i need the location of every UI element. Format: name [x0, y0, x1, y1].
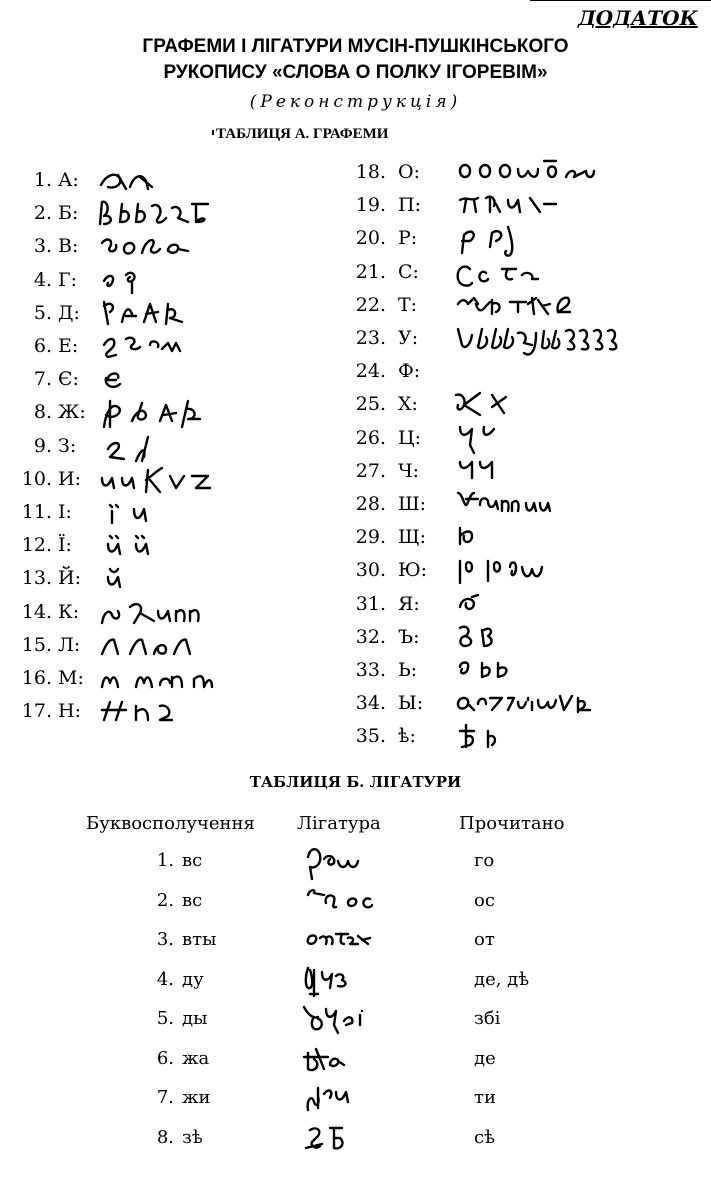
grapheme-number: 14.: [21, 600, 52, 623]
column-header-ligature: Лігатура: [297, 813, 381, 834]
grapheme-number: 26.: [355, 426, 386, 449]
grapheme-letter: А:: [58, 169, 79, 191]
handwritten-grapheme-variants: [96, 198, 316, 228]
grapheme-number: 18.: [355, 161, 386, 183]
grapheme-number: 16.: [21, 667, 52, 689]
handwritten-grapheme-variants: [96, 663, 316, 693]
grapheme-letter: П:: [398, 194, 421, 217]
grapheme-letter: ѣ:: [398, 725, 416, 748]
ligature-number: 2.: [156, 889, 174, 911]
grapheme-number: 8.: [33, 401, 52, 424]
grapheme-letter: У:: [398, 327, 419, 349]
reading: де: [474, 1047, 496, 1069]
grapheme-number: 28.: [355, 493, 386, 515]
grapheme-letter: Ю:: [398, 559, 428, 582]
grapheme-number: 22.: [355, 293, 386, 316]
handwritten-grapheme-variants: [452, 555, 672, 585]
top-rule: [530, 0, 711, 1]
grapheme-number: 10.: [21, 467, 52, 490]
reading: збі: [474, 1008, 501, 1029]
handwritten-grapheme-variants: [452, 257, 672, 287]
page-subtitle: (Реконструкція): [249, 92, 462, 112]
grapheme-letter: И:: [58, 467, 81, 490]
handwritten-grapheme-variants: [452, 190, 672, 220]
grapheme-number: 12.: [21, 534, 52, 557]
ligature-number: 7.: [156, 1087, 174, 1108]
grapheme-number: 4.: [33, 268, 52, 291]
ligature-row: [0, 883, 711, 919]
grapheme-number: 19.: [355, 194, 386, 217]
handwritten-grapheme-variants: [452, 389, 672, 419]
grapheme-letter: Д:: [58, 301, 80, 324]
grapheme-number: 34.: [355, 692, 386, 715]
handwritten-grapheme-variants: [96, 397, 316, 427]
ligature-drawing: [300, 962, 420, 998]
grapheme-letter: Щ:: [398, 526, 427, 549]
table-a-title: ТАБЛИЦЯ А. ГРАФЕМИ: [216, 126, 389, 142]
ligature-drawing: [300, 922, 420, 958]
grapheme-number: 33.: [355, 659, 386, 681]
handwritten-grapheme-variants: [96, 165, 316, 195]
handwritten-grapheme-variants: [96, 464, 316, 494]
appendix-label: ДОДАТОК: [578, 6, 698, 30]
grapheme-letter: Н:: [58, 700, 81, 723]
letter-combination: зѣ: [182, 1126, 203, 1148]
handwritten-grapheme-variants: [452, 622, 672, 652]
grapheme-letter: Ф:: [398, 360, 421, 383]
handwritten-grapheme-variants: [452, 489, 672, 519]
grapheme-letter: Р:: [398, 227, 418, 250]
grapheme-letter: Л:: [58, 633, 81, 656]
grapheme-number: 1.: [33, 169, 52, 191]
ligature-number: 6.: [156, 1047, 174, 1069]
grapheme-letter: Т:: [398, 293, 418, 316]
grapheme-number: 2.: [33, 202, 52, 225]
grapheme-number: 17.: [21, 700, 52, 723]
handwritten-grapheme-variants: [96, 597, 316, 627]
page-title-line-1: ГРАФЕМИ І ЛІГАТУРИ МУСІН-ПУШКІНСЬКОГО: [142, 36, 569, 57]
handwritten-grapheme-variants: [96, 298, 316, 328]
handwritten-grapheme-variants: [452, 655, 672, 685]
grapheme-letter: І:: [58, 501, 72, 523]
handwritten-grapheme-variants: [452, 423, 672, 453]
grapheme-number: 24.: [355, 360, 386, 383]
grapheme-letter: Є:: [58, 368, 79, 391]
ligature-drawing: [300, 883, 420, 919]
ligature-row: [0, 922, 711, 958]
letter-combination: вс: [182, 850, 203, 871]
grapheme-number: 30.: [355, 559, 386, 582]
grapheme-letter: Я:: [398, 592, 420, 615]
letter-combination: жа: [182, 1047, 210, 1069]
ligature-number: 8.: [156, 1126, 174, 1148]
letter-combination: вс: [182, 889, 203, 911]
grapheme-number: 23.: [355, 327, 386, 349]
grapheme-number: 31.: [355, 592, 386, 615]
reading: го: [474, 850, 495, 871]
handwritten-grapheme-variants: [452, 223, 672, 253]
grapheme-letter: В:: [58, 235, 79, 258]
handwritten-grapheme-variants: [452, 157, 672, 187]
grapheme-letter: К:: [58, 600, 80, 623]
ligature-drawing: [300, 1080, 420, 1116]
handwritten-grapheme-variants: [452, 688, 672, 718]
letter-combination: жи: [182, 1087, 211, 1108]
grapheme-letter: Б:: [58, 202, 79, 225]
grapheme-letter: Ж:: [58, 401, 86, 424]
grapheme-letter: Ш:: [398, 493, 427, 515]
grapheme-number: 29.: [355, 526, 386, 549]
ligature-row: [0, 843, 711, 879]
handwritten-grapheme-variants: [96, 497, 316, 527]
ligature-number: 4.: [156, 968, 174, 990]
handwritten-grapheme-variants: [96, 696, 316, 726]
ligature-row: [0, 1120, 711, 1156]
grapheme-letter: Ц:: [398, 426, 421, 449]
handwritten-grapheme-variants: [452, 589, 672, 619]
handwritten-grapheme-variants: [96, 364, 316, 394]
grapheme-letter: З:: [58, 434, 77, 457]
reading: ос: [474, 889, 495, 911]
column-header-reading: Прочитано: [459, 813, 565, 834]
handwritten-grapheme-variants: [452, 323, 672, 353]
grapheme-letter: Е:: [58, 335, 79, 357]
column-header-combination: Буквосполучення: [86, 813, 255, 834]
stray-mark: [212, 130, 214, 135]
grapheme-letter: Ї:: [58, 534, 72, 557]
ligature-row: [0, 1041, 711, 1077]
ligature-row: [0, 962, 711, 998]
grapheme-number: 27.: [355, 459, 386, 482]
grapheme-letter: Ь:: [398, 659, 418, 681]
grapheme-number: 5.: [33, 301, 52, 324]
ligature-drawing: [300, 1120, 420, 1156]
handwritten-grapheme-variants: [452, 721, 672, 751]
ligature-drawing: [300, 1001, 420, 1037]
ligature-number: 1.: [156, 850, 174, 871]
grapheme-letter: Г:: [58, 268, 77, 291]
grapheme-letter: Ы:: [398, 692, 424, 715]
ligature-number: 5.: [156, 1008, 174, 1029]
grapheme-number: 32.: [355, 625, 386, 648]
grapheme-letter: Ъ:: [398, 625, 420, 648]
handwritten-grapheme-variants: [96, 265, 316, 295]
ligature-row: [0, 1080, 711, 1116]
ligature-number: 3.: [156, 929, 174, 950]
handwritten-grapheme-variants: [96, 231, 316, 261]
letter-combination: ды: [182, 1008, 208, 1029]
letter-combination: ду: [182, 968, 204, 990]
grapheme-letter: М:: [58, 667, 84, 689]
grapheme-letter: Х:: [398, 393, 418, 416]
grapheme-number: 11.: [21, 501, 52, 523]
grapheme-number: 35.: [355, 725, 386, 748]
ligature-drawing: [300, 1041, 420, 1077]
grapheme-number: 15.: [21, 633, 52, 656]
grapheme-number: 6.: [33, 335, 52, 357]
reading: де, дѣ: [474, 968, 530, 990]
handwritten-grapheme-variants: [96, 431, 316, 461]
handwritten-grapheme-variants: [96, 331, 316, 361]
grapheme-letter: Й:: [58, 567, 81, 590]
reading: ти: [474, 1087, 496, 1108]
grapheme-number: 13.: [21, 567, 52, 590]
grapheme-letter: Ч:: [398, 459, 420, 482]
grapheme-letter: О:: [398, 161, 420, 183]
letter-combination: вты: [182, 929, 217, 950]
handwritten-grapheme-variants: [452, 290, 672, 320]
ligature-drawing: [300, 843, 420, 879]
reading: от: [474, 929, 495, 950]
grapheme-number: 9.: [33, 434, 52, 457]
handwritten-grapheme-variants: [96, 630, 316, 660]
grapheme-number: 3.: [33, 235, 52, 258]
grapheme-letter: С:: [398, 260, 419, 283]
handwritten-grapheme-variants: [96, 563, 316, 593]
table-b-title: ТАБЛИЦЯ Б. ЛІГАТУРИ: [249, 773, 462, 791]
grapheme-number: 7.: [33, 368, 52, 391]
reading: сѣ: [474, 1126, 495, 1148]
handwritten-grapheme-variants: [452, 456, 672, 486]
handwritten-grapheme-variants: [452, 522, 672, 552]
grapheme-number: 21.: [355, 260, 386, 283]
page-title-line-2: РУКОПИСУ «СЛОВА О ПОЛКУ ІГОРЕВІМ»: [163, 62, 548, 83]
grapheme-number: 25.: [355, 393, 386, 416]
handwritten-grapheme-variants: [96, 530, 316, 560]
grapheme-number: 20.: [355, 227, 386, 250]
ligature-row: [0, 1001, 711, 1037]
